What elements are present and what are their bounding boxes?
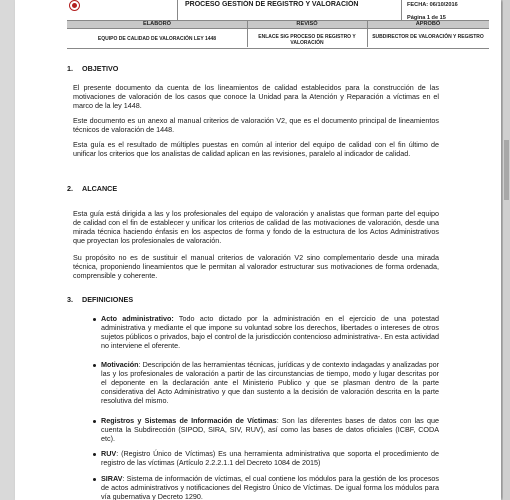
definition-item: SIRAV: Sistema de información de víctimas, el cual contiene los módulos para la gestión de los procesos de actos administrativos y notificaciones del Registro Único de Víctimas. De igual forma los módulos para vía gubernativa y Decreto 1290.	[101, 474, 439, 500]
section-heading-definiciones: 3. DEFINICIONES	[67, 295, 134, 304]
objetivo-paragraph-3: Esta guía es el resultado de múltiples puestas en común al interior del equipo de calidad con el fin último de unificar los criterios que los analistas de calidad aplican en las revisiones, paralelo al indicador de calidad.	[73, 140, 439, 158]
aprobo-label: APROBÓ	[415, 21, 441, 27]
bullet-icon	[93, 318, 96, 321]
bullet-icon	[93, 478, 96, 481]
reviso-value: ENLACE SIG PROCESO DE REGISTRO Y VALORACIÓN	[258, 34, 356, 46]
definition-item: RUV: (Registro Único de Víctimas) Es una herramienta administrativa que soporta el procedimiento de registro de las víctimas (Artículo 2.2.2.1.1 del Decreto 1084 de 2015)	[101, 449, 439, 467]
elaboro-label: ELABORÓ	[143, 21, 171, 27]
objetivo-paragraph-2: Este documento es un anexo al manual criterios de valoración V2, que es el documento principal de lineamientos técnicos de valoración de 1448.	[73, 116, 439, 134]
vertical-scrollbar[interactable]	[503, 0, 510, 500]
document-header-table	[67, 0, 489, 49]
unidad-logo-icon	[69, 0, 80, 11]
reviso-label: REVISÓ	[296, 21, 318, 27]
bullet-icon	[93, 364, 96, 367]
definition-item: Registros y Sistemas de Información de Víctimas: Son las diferentes bases de datos con las que cuenta la Subdirección (SIPOD, SIRA, SIV, RUV), así como las bases de datos oficiales (ICBF, CODA etc).	[101, 416, 439, 443]
logo-cell	[67, 0, 178, 20]
process-title: PROCESO GESTIÓN DE REGISTRO Y VALORACIÓN	[185, 1, 359, 8]
section-heading-objetivo: 1. OBJETIVO	[67, 64, 119, 73]
document-page	[15, 0, 501, 500]
bullet-icon	[93, 420, 96, 423]
scrollbar-thumb[interactable]	[504, 140, 509, 200]
elaboro-value: EQUIPO DE CALIDAD DE VALORACIÓN LEY 1448	[97, 36, 217, 42]
alcance-paragraph-1: Esta guía está dirigida a las y los profesionales del equipo de valoración y analistas que forman parte del equipo de calidad con el fin de establecer y unificar los criterios de calidad de las motivaciones de valoración, desde una mirada técnica haciendo énfasis en los aspectos de forma y fondo de la estructura de los Actos Administrativos que proyectan los profesionales de valoración.	[73, 209, 439, 245]
document-date: FECHA: 06/10/2016	[407, 2, 458, 8]
definition-item: Motivación: Descripción de las herramientas técnicas, jurídicas y de contexto indagadas y analizadas por las y los profesionales de valoración a partir de las circunstancias de tiempo, modo y lugar descritas por el deponente en la declaración ante el Ministerio Publico y que se plasman dentro de la parte considerativa del Acto Administrativo y que dan sustento a la decisión de valoración descrita en la parte resolutiva del mismo.	[101, 360, 439, 405]
aprobo-value: SUBDIRECTOR DE VALORACIÓN Y REGISTRO	[372, 34, 484, 40]
alcance-paragraph-2: Su propósito no es de sustituir el manual criterios de valoración V2 sino complementario desde una mirada técnica, proponiendo lineamientos que le permitan al valorador estructurar sus motivaciones de forma ordenada, comprensible y coherente.	[73, 253, 439, 280]
page-number: Página 1 de 15	[407, 15, 446, 21]
definition-item: Acto administrativo: Todo acto dictado por la administración en el ejercicio de una potestad administrativa y mediante el que impone su voluntad sobre los derechos, libertades o intereses de otros sujetos públicos o privados, bajo el control de la jurisdicción contencioso administrativa-. En esta actividad no interviene el oferente.	[101, 314, 439, 350]
objetivo-paragraph-1: El presente documento da cuenta de los lineamientos de calidad establecidos para la construcción de las motivaciones de valoración de los casos que conoce la Unidad para la Atención y Reparación a víctimas en el marco de la ley 1448.	[73, 83, 439, 110]
section-heading-alcance: 2. ALCANCE	[67, 184, 118, 193]
bullet-icon	[93, 453, 96, 456]
